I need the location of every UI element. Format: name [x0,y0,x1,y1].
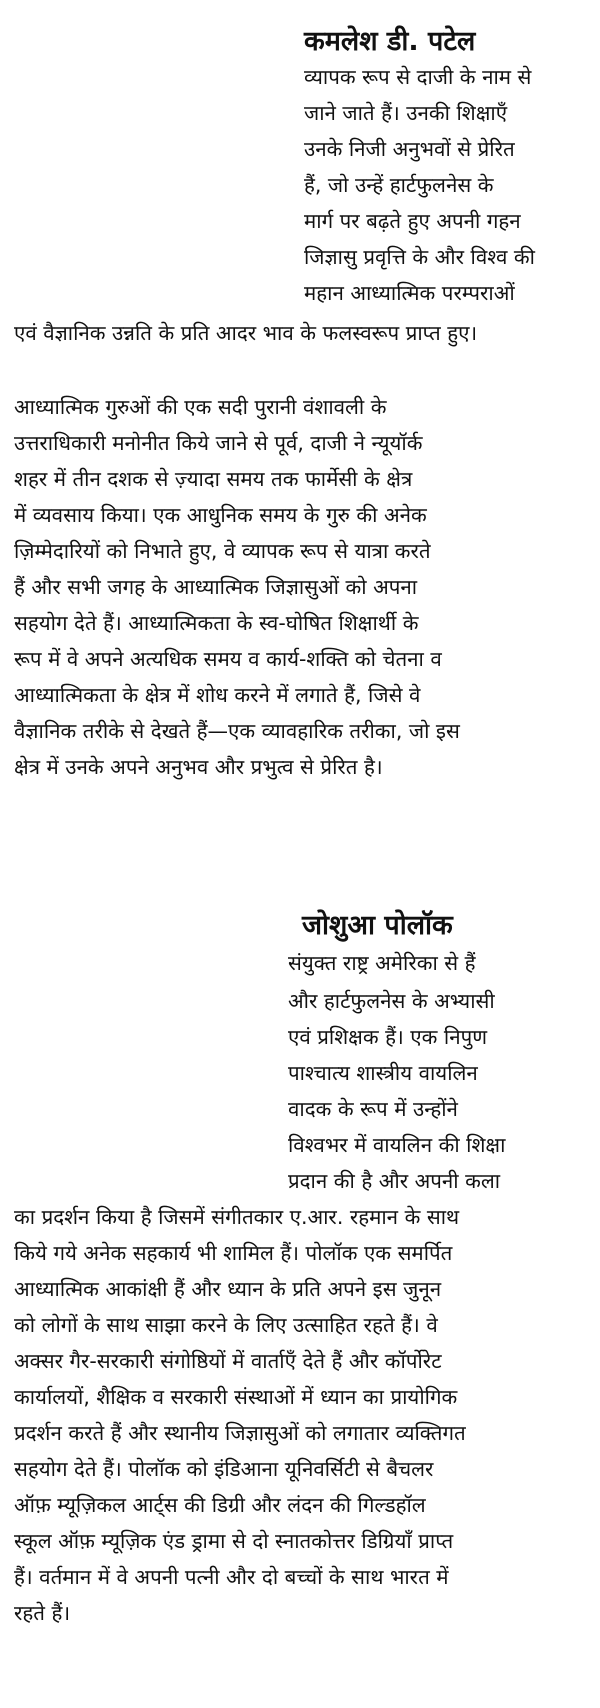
bio1-para2-line: हैं और सभी जगह के आध्यात्मिक जिज्ञासुओं को अपना [14,575,418,599]
bio2-line: का प्रदर्शन किया है जिसमें संगीतकार ए.आर. रहमान के साथ [14,1205,460,1229]
bio2-line: ऑफ़ म्यूज़िकल आर्ट्स की डिग्री और लंदन की गिल्डहॉल [14,1493,426,1517]
bio2-line: स्कूल ऑफ़ म्यूज़िक एंड ड्रामा से दो स्नातकोत्तर डिग्रियाँ प्राप्त [14,1529,454,1553]
bio1-line: जिज्ञासु प्रवृत्ति के और विश्व की [304,245,535,269]
bio2-line: एवं प्रशिक्षक हैं। एक निपुण [288,1025,488,1049]
bio2-line: वादक के रूप में उन्होंने [288,1097,458,1121]
bio2-line: सहयोग देते हैं। पोलॉक को इंडिआना यूनिवर्सिटी से बैचलर [14,1457,434,1481]
bio1-para2-line: में व्यवसाय किया। एक आधुनिक समय के गुरु की अनेक [14,503,427,527]
bio2-line: अक्सर गैर-सरकारी संगोष्ठियों में वार्ताएँ देते हैं और कॉर्पोरेट [14,1349,442,1373]
bio2-line: किये गये अनेक सहकार्य भी शामिल हैं। पोलॉक एक समर्पित [14,1241,453,1265]
bio2-name-heading: जोशुआ पोलॉक [302,910,453,941]
bio1-line: एवं वैज्ञानिक उन्नति के प्रति आदर भाव के फलस्वरूप प्राप्त हुए। [14,321,478,345]
bio1-para2-line: आध्यात्मिकता के क्षेत्र में शोध करने में लगाते हैं, जिसे वे [14,683,421,707]
bio2-line: संयुक्त राष्ट्र अमेरिका से हैं [288,951,476,975]
bio2-line: और हार्टफुलनेस के अभ्यासी [288,989,495,1013]
bio1-para2-line: शहर में तीन दशक से ज़्यादा समय तक फार्मेसी के क्षेत्र [14,467,413,491]
bio1-line: हैं, जो उन्हें हार्टफुलनेस के [304,173,494,197]
bio1-para2-line: आध्यात्मिक गुरुओं की एक सदी पुरानी वंशावली के [14,395,387,419]
bio1-para2-line: ज़िम्मेदारियों को निभाते हुए, वे व्यापक रूप से यात्रा करते [14,539,431,563]
bio2-line: को लोगों के साथ साझा करने के लिए उत्साहित रहते हैं। वे [14,1313,438,1337]
bio1-para2-line: सहयोग देते हैं। आध्यात्मिकता के स्व-घोषित शिक्षार्थी के [14,611,419,635]
bio2-line: आध्यात्मिक आकांक्षी हैं और ध्यान के प्रति अपने इस जुनून [14,1277,442,1301]
bio2-line: प्रदान की है और अपनी कला [288,1169,501,1193]
bio1-line: व्यापक रूप से दाजी के नाम से [304,65,532,89]
bio1-para2-line: क्षेत्र में उनके अपने अनुभव और प्रभुत्व से प्रेरित है। [14,755,383,779]
bio2-line: हैं। वर्तमान में वे अपनी पत्नी और दो बच्चों के साथ भारत में [14,1565,449,1589]
bio1-line: उनके निजी अनुभवों से प्रेरित [304,137,515,161]
bio1-para2-line: वैज्ञानिक तरीके से देखते हैं—एक व्यावहारिक तरीका, जो इस [14,719,460,743]
bio1-line: मार्ग पर बढ़ते हुए अपनी गहन [304,209,521,233]
bio1-name-heading: कमलेश डी. पटेल [304,26,476,57]
bio2-line: पाश्चात्य शास्त्रीय वायलिन [288,1061,478,1085]
bio2-line: विश्वभर में वायलिन की शिक्षा [288,1133,506,1157]
bio2-line: कार्यालयों, शैक्षिक व सरकारी संस्थाओं में ध्यान का प्रायोगिक [14,1385,458,1409]
bio2-line: प्रदर्शन करते हैं और स्थानीय जिज्ञासुओं को लगातार व्यक्तिगत [14,1421,466,1445]
bio2-line: रहते हैं। [14,1601,71,1625]
bio1-para2-line: रूप में वे अपने अत्यधिक समय व कार्य-शक्ति को चेतना व [14,647,442,671]
bio1-para2-line: उत्तराधिकारी मनोनीत किये जाने से पूर्व, दाजी ने न्यूयॉर्क [14,431,423,455]
bio1-line: महान आध्यात्मिक परम्पराओं [304,281,515,305]
bio1-line: जाने जाते हैं। उनकी शिक्षाएँ [304,101,508,125]
